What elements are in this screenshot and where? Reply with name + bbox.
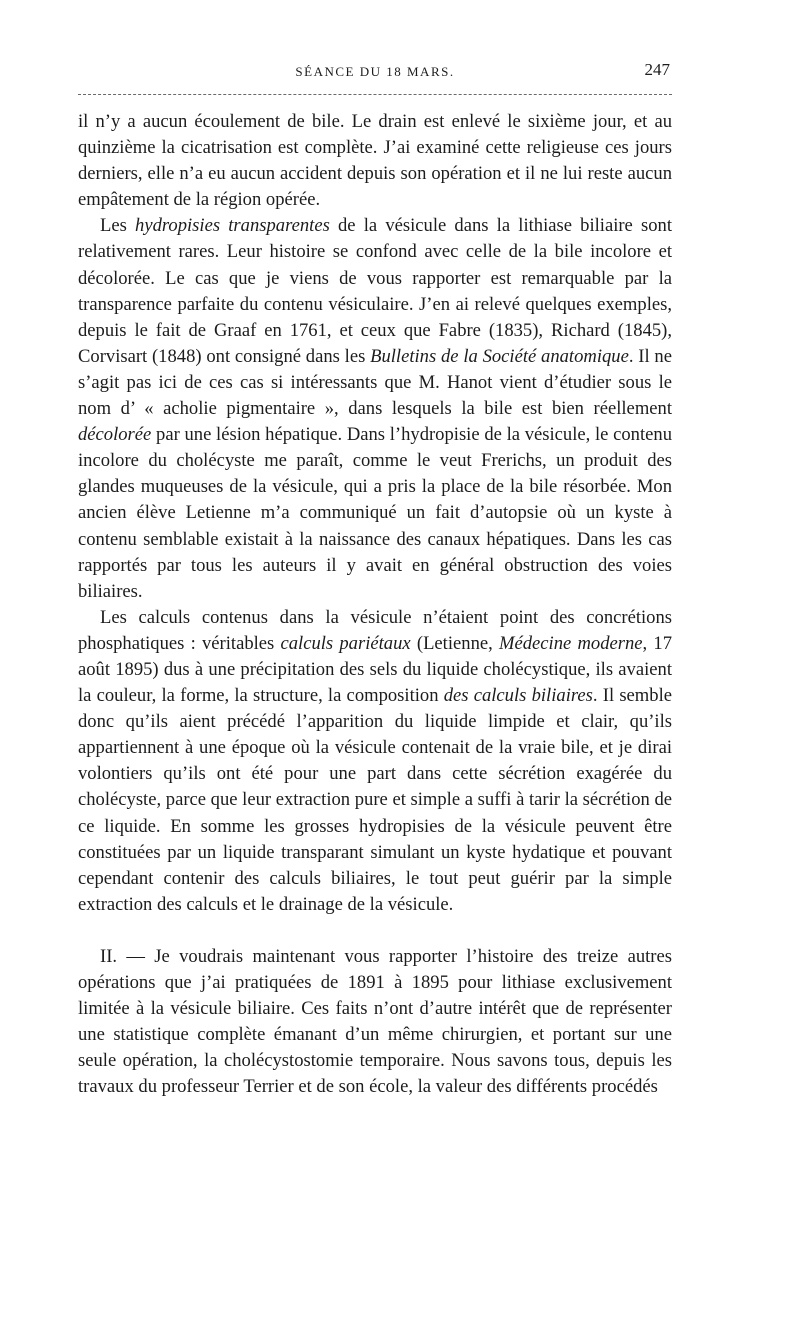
text-run: II. — Je voudrais maintenant vous rapporter l’histoire des treize autres opérations que j’ai pratiquées de 1891 à 1895 pour lithiase exclusivement limitée à la vésicule biliaire. Ces faits n’ont d’autre intérêt que de représenter une statistique complète émanant d’un même chirurgien, et portant sur une seule opération, la cholécystostomie temporaire. Nous savons tous, depuis les travaux du professeur Terrier et de son école, la valeur des différents procédés xyxy=(78,945,672,1098)
italic-text: des calculs biliaires xyxy=(443,685,593,707)
paragraph xyxy=(78,944,672,1101)
text-run: . Il ne s’agit pas ici de ces cas si intéressants que M. Hanot vient d’étudier sous le nom d’ « acholie pigmentaire », dans lesquels la bile est bien réellement xyxy=(78,345,672,420)
text-run: de la vésicule dans la lithiase biliaire sont relativement rares. Leur histoire se confond avec celle de la bile incolore et décolorée. Le cas que je viens de vous rapporter est remarquable par la transparence parfaite du contenu vésiculaire. J’en ai relevé quelques exemples, depuis le fait de Graaf en 1761, et ceux que Fabre (1835), Richard (1845), Corvisart (1848) ont consigné dans les xyxy=(78,215,672,367)
italic-text: hydropisies transparentes xyxy=(135,215,330,237)
page-header xyxy=(78,60,672,88)
page-number: 247 xyxy=(644,60,670,79)
italic-text: décolorée xyxy=(78,424,152,446)
text-run: (Letienne, xyxy=(410,632,499,654)
italic-text: calculs pariétaux xyxy=(280,632,411,654)
text-run: Les xyxy=(100,215,136,237)
body-text xyxy=(78,109,672,1100)
paragraph xyxy=(78,605,672,918)
paragraph xyxy=(78,109,672,213)
text-run: . Il semble donc qu’ils aient précédé l’apparition du liquide limpide et clair, qu’ils appartiennent à une époque où la vésicule contenait de la vraie bile, et je dirai volontiers qu’ils ont été pour une part dans cette sécrétion exagérée du cholécyste, parce que leur extraction pure et simple a suffi à tarir la sécrétion de ce liquide. En somme les grosses hydropisies de la vésicule peuvent être constituées par un liquide transparant simulant un kyste hydatique et pouvant cependant contenir des calculs biliaires, le tout peut guérir par la simple extraction des calculs et le drainage de la vésicule. xyxy=(78,685,672,915)
document-page xyxy=(78,60,672,1100)
paragraph xyxy=(78,213,672,604)
italic-text: Bulletins de la Société anatomique xyxy=(370,345,629,367)
text-run: il n’y a aucun écoulement de bile. Le drain est enlevé le sixième jour, et au quinzième la cicatrisation est complète. J’ai examiné cette religieuse ces jours derniers, elle n’a eu aucun accident depuis son opération et il ne lui reste aucun empâtement de la région opérée. xyxy=(78,111,672,211)
text-run: , 17 août 1895) dus à une précipitation des sels du liquide cholécystique, ils avaient la couleur, la forme, la structure, la composition xyxy=(78,632,672,707)
header-rule xyxy=(78,94,672,95)
text-run: Les calculs contenus dans la vésicule n’étaient point des concrétions phosphatiques : véritables xyxy=(78,606,672,654)
text-run: par une lésion hépatique. Dans l’hydropisie de la vésicule, le contenu incolore du cholécyste me paraît, comme le veut Frerichs, un produit des glandes muqueuses de la vésicule, qui a pris la place de la bile résorbée. Mon ancien élève Letienne m’a communiqué un fait d’autopsie où un kyste à contenu semblable existait à la naissance des canaux hépatiques. Dans les cas rapportés par tous les auteurs il y avait en général obstruction des voies biliaires. xyxy=(78,424,672,602)
italic-text: Médecine moderne xyxy=(498,632,643,654)
running-title: SÉANCE DU 18 MARS. xyxy=(295,64,455,79)
